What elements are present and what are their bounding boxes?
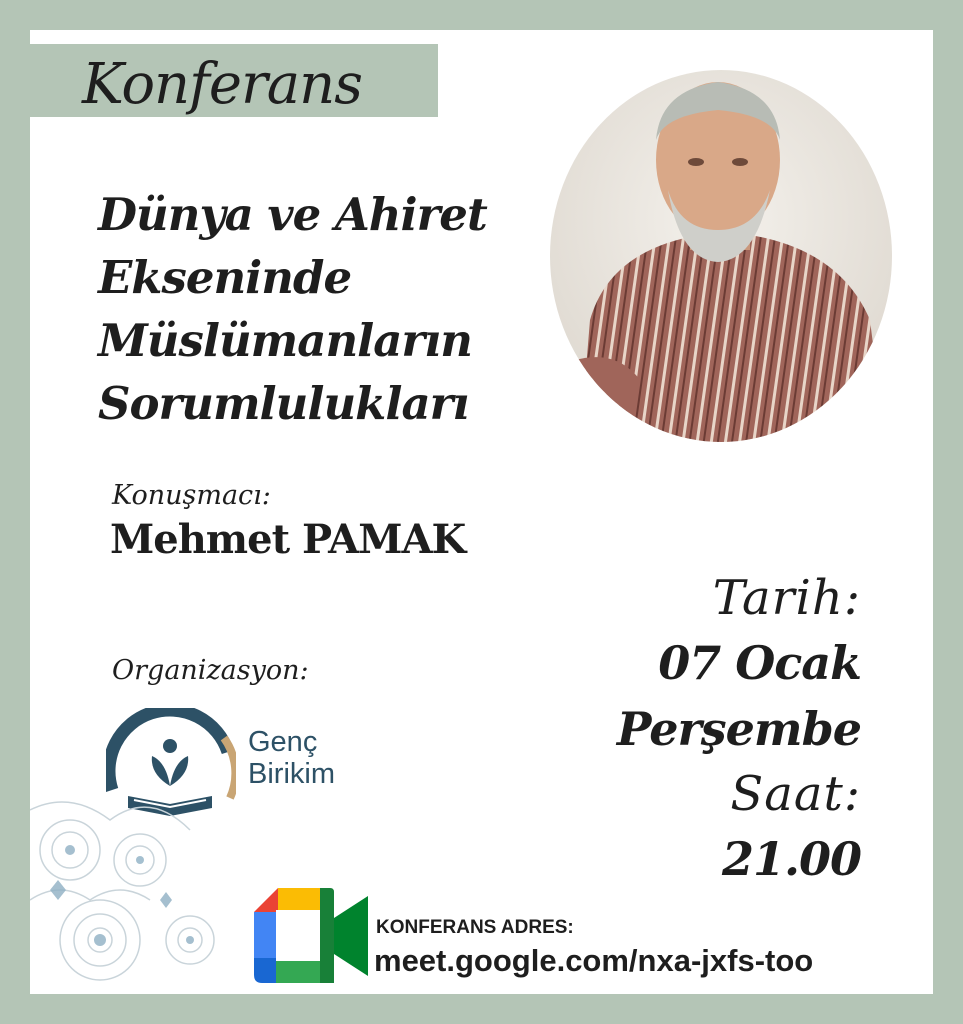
speaker-photo (550, 70, 892, 442)
logo-text-line2: Birikim (248, 758, 335, 790)
speaker-name: Mehmet PAMAK (110, 516, 466, 563)
title-line: Sorumlulukları (98, 377, 469, 430)
time-label: Saat: (730, 766, 861, 822)
title-line: Müslümanların (98, 314, 472, 367)
category-label: Konferans (82, 52, 362, 117)
organization-label: Organizasyon: (112, 655, 309, 686)
schedule-block (441, 566, 861, 892)
speaker-label: Konuşmacı: (112, 480, 271, 511)
date-label: Tarih: (712, 570, 861, 626)
poster-card (30, 30, 933, 994)
address-label: KONFERANS ADRES: (376, 917, 574, 938)
time-value: 21.00 (721, 832, 861, 886)
logo-text-line1: Genç (248, 726, 318, 758)
decorative-pattern (30, 790, 230, 994)
day-value: Perşembe (616, 702, 861, 756)
title-line: Ekseninde (98, 251, 352, 304)
date-value: 07 Ocak (658, 636, 861, 690)
title-line: Dünya ve Ahiret (98, 188, 487, 241)
meeting-link[interactable]: meet.google.com/nxa-jxfs-too (374, 943, 814, 978)
google-meet-icon (254, 888, 368, 983)
conference-title (98, 183, 618, 435)
